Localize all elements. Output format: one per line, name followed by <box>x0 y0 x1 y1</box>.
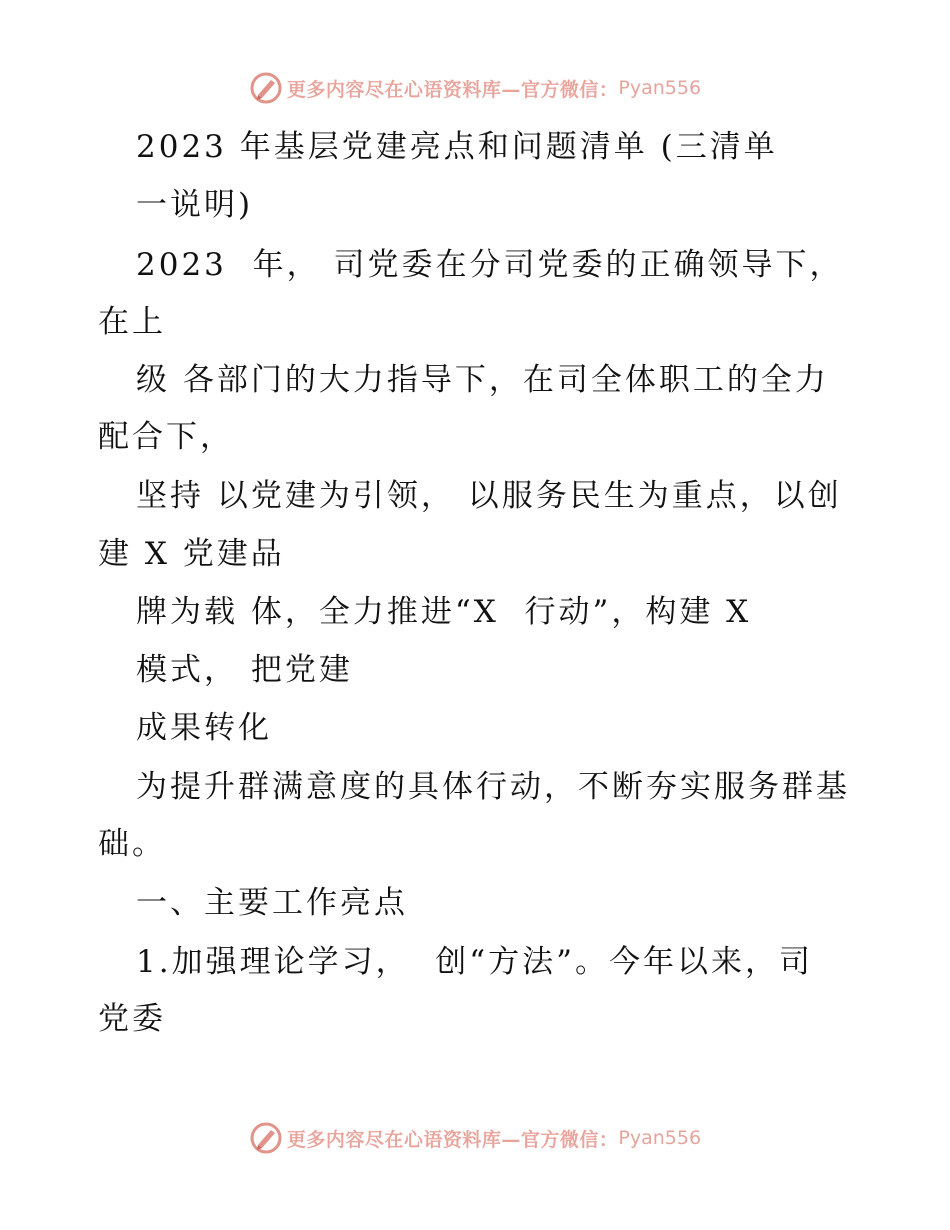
title-line-2: 一说明) <box>136 187 254 223</box>
section-heading: 一、主要工作亮点 <box>136 885 408 921</box>
watermark-text: 更多内容尽在心语资料库—官方微信： <box>286 78 619 101</box>
paragraph-line: 牌为载 体，全力推进“X 行动”，构建 X <box>136 594 752 630</box>
paragraph-line: 级 各部门的大力指导下，在司全体职工的全力 <box>136 362 829 398</box>
watermark-wechat-id: Pyan556 <box>618 77 702 99</box>
paragraph-line: 建 X 党建品 <box>98 536 285 572</box>
paragraph-line: 党委 <box>98 1001 166 1037</box>
paragraph-line: 础。 <box>98 826 166 862</box>
watermark-wechat-id: Pyan556 <box>618 1127 702 1149</box>
paragraph-line: 坚持 以党建为引领， 以服务民生为重点，以创 <box>136 478 842 514</box>
header-watermark <box>0 68 950 108</box>
paragraph-line: 2023 年， 司党委在分司党委的正确领导下， <box>136 247 844 283</box>
paragraph-line: 在上 <box>98 304 166 340</box>
paragraph-line: 为提升群满意度的具体行动，不断夯实服务群基 <box>136 769 850 805</box>
paragraph-line: 成果转化 <box>136 710 272 746</box>
watermark-text: 更多内容尽在心语资料库—官方微信： <box>286 1128 619 1151</box>
title-line-1: 2023 年基层党建亮点和问题清单 (三清单 <box>136 129 778 165</box>
pen-logo-icon <box>249 71 283 105</box>
paragraph-line: 模式， 把党建 <box>136 652 353 688</box>
footer-watermark <box>0 1118 950 1158</box>
paragraph-line: 配合下， <box>98 419 234 455</box>
paragraph-line: 1.加强理论学习， 创“方法”。今年以来，司 <box>136 944 813 980</box>
pen-logo-icon <box>249 1121 283 1155</box>
